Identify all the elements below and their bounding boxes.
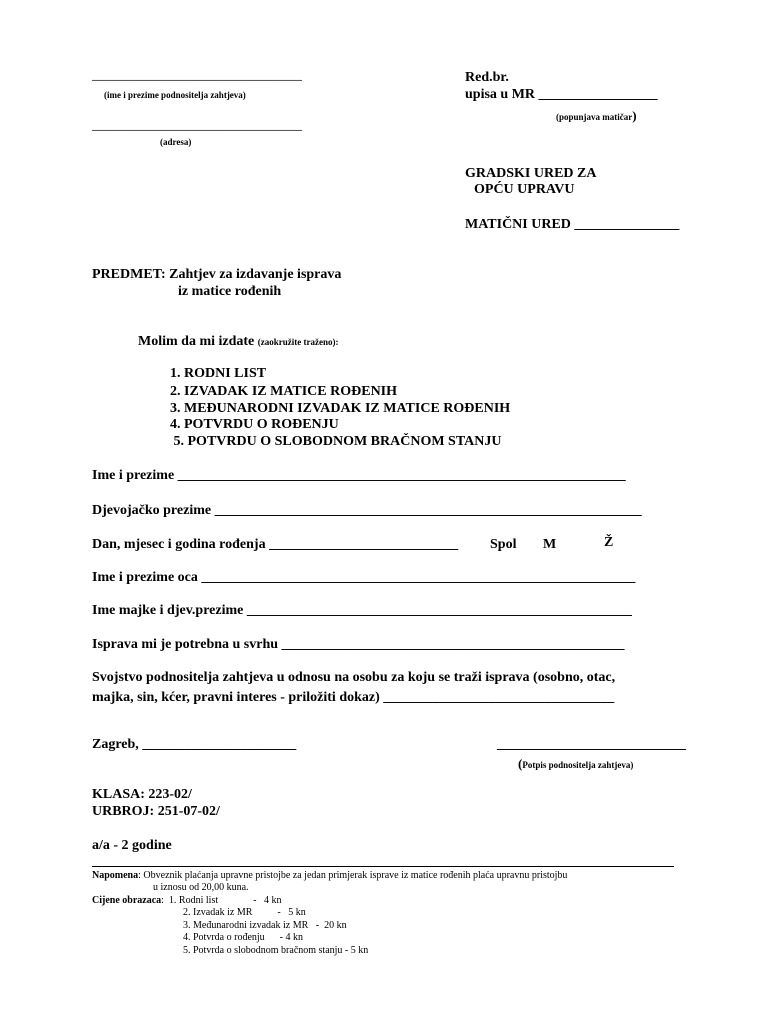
option-izvadak[interactable]: 2. IZVADAK IZ MATICE ROĐENIH (170, 384, 398, 399)
aa-godine: a/a - 2 godine (92, 838, 172, 853)
price-item-3: 3. Međunarodni izvadak iz MR - 20 kn (183, 920, 347, 931)
option-potvrda-stanje[interactable]: 5. POTVRDU O SLOBODNOM BRAČNOM STANJU (170, 434, 502, 449)
request-intro: Molim da mi izdate (zaokružite traženo): (138, 334, 339, 349)
spol-m-option[interactable]: M (543, 537, 557, 552)
divider-rule (92, 852, 674, 867)
price-item-5: 5. Potvrda o slobodnom bračnom stanju - 5 kn (183, 945, 369, 956)
address-line: ______________________________ (92, 118, 302, 133)
upisa-field: upisa u MR _________________ (465, 87, 658, 102)
office-line1: GRADSKI URED ZA (465, 166, 597, 181)
note-text: Napomena: Obveznik plaćanja upravne pristojbe za jedan primjerak isprave iz matice rođenih plaća upravnu pristojbu (92, 870, 568, 881)
address-caption: (adresa) (160, 137, 192, 147)
field-ime-oca[interactable]: Ime i prezime oca ______________________________________________________________ (92, 570, 636, 585)
field-datum-rodenja[interactable]: Dan, mjesec i godina rođenja ___________________________ (92, 537, 459, 552)
option-rodni-list[interactable]: 1. RODNI LIST (170, 366, 267, 381)
red-br-label: Red.br. (465, 70, 509, 85)
signature-line[interactable]: ___________________________ (497, 737, 686, 752)
note-text-2: u iznosu od 20,00 kuna. (153, 882, 249, 893)
field-djevojacko[interactable]: Djevojačko prezime _____________________________________________________________ (92, 503, 642, 518)
field-zagreb-date[interactable]: Zagreb, ______________________ (92, 737, 297, 752)
subject-line2: iz matice rođenih (178, 284, 282, 299)
urbroj: URBROJ: 251-07-02/ (92, 804, 220, 819)
option-potvrda-rodenje[interactable]: 4. POTVRDU O ROĐENJU (170, 417, 339, 432)
popunjava-caption: (popunjava matičar) (556, 108, 637, 123)
applicant-name-caption: (ime i prezime podnositelja zahtjeva) (104, 90, 246, 100)
field-ime-majke[interactable]: Ime majke i djev.prezime _______________________________________________________ (92, 603, 632, 618)
option-medunarodni-izvadak[interactable]: 3. MEĐUNARODNI IZVADAK IZ MATICE ROĐENIH (170, 401, 511, 416)
spol-z-option[interactable]: Ž (604, 535, 614, 550)
signature-caption: (Potpis podnositelja zahtjeva) (518, 756, 634, 771)
field-svojstvo-line1: Svojstvo podnositelja zahtjeva u odnosu na osobu za koju se traži isprava (osobno, otac, (92, 670, 616, 685)
applicant-name-line: ______________________________ (92, 68, 302, 83)
office-line2: OPĆU UPRAVU (474, 182, 575, 197)
spol-label: Spol (490, 537, 517, 552)
price-item-2: 2. Izvadak iz MR - 5 kn (183, 907, 306, 918)
field-ime-prezime[interactable]: Ime i prezime ________________________________________________________________ (92, 468, 626, 483)
field-svrha[interactable]: Isprava mi je potrebna u svrhu _________________________________________________ (92, 637, 625, 652)
subject-line1: PREDMET: Zahtjev za izdavanje isprava (92, 267, 342, 282)
klasa: KLASA: 223-02/ (92, 787, 192, 802)
field-svojstvo-line2[interactable]: majka, sin, kćer, pravni interes - priložiti dokaz) _________________________________ (92, 690, 615, 705)
price-item-4: 4. Potvrda o rođenju - 4 kn (183, 932, 303, 943)
price-list-header: Cijene obrazaca: 1. Rodni list - 4 kn (92, 895, 282, 906)
maticni-ured-field: MATIČNI URED _______________ (465, 217, 680, 232)
